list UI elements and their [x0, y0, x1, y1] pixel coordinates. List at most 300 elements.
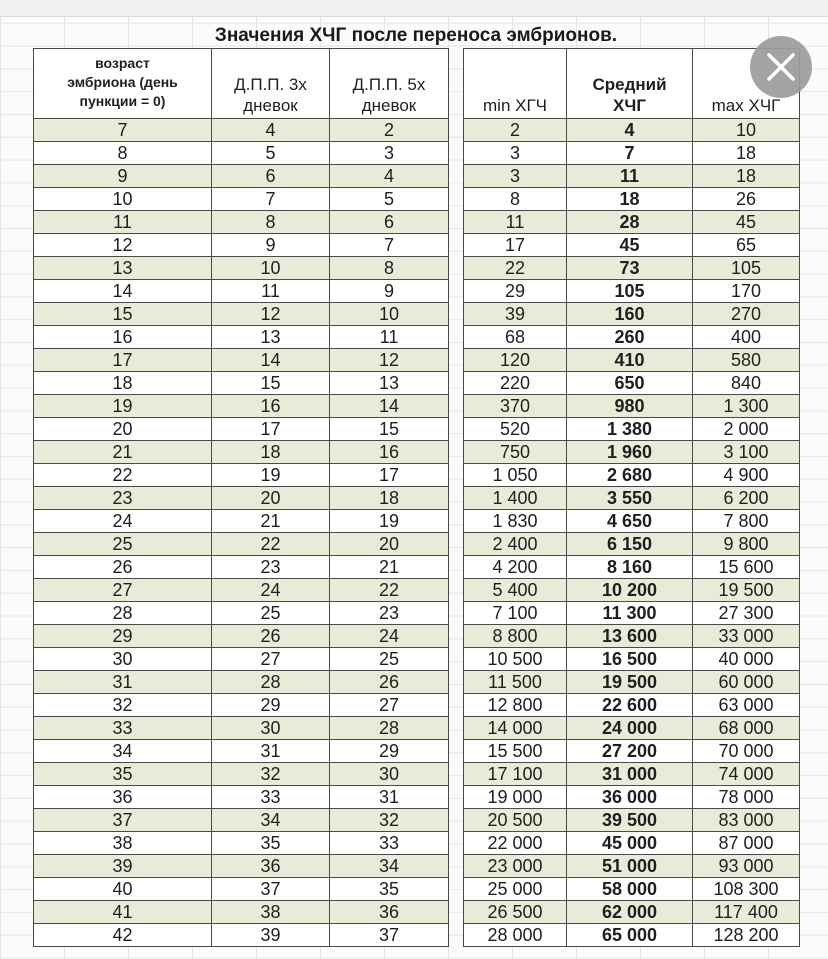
cell-avg-hcg: 260: [567, 326, 693, 349]
cell-dpp3: 4: [212, 119, 330, 142]
table-row: [34, 326, 449, 349]
cell-dpp5: 17: [330, 464, 449, 487]
cell-age: 19: [34, 395, 212, 418]
cell-age: 30: [34, 648, 212, 671]
cell-avg-hcg: 16 500: [567, 648, 693, 671]
cell-min-hcg: 1 830: [464, 510, 567, 533]
table-row: [464, 372, 800, 395]
cell-max-hcg: 74 000: [693, 763, 800, 786]
header-age-line3: пункции = 0): [79, 93, 166, 109]
table-row: [464, 119, 800, 142]
cell-dpp5: 8: [330, 257, 449, 280]
cell-dpp3: 33: [212, 786, 330, 809]
cell-min-hcg: 3: [464, 165, 567, 188]
cell-dpp5: 13: [330, 372, 449, 395]
table-row: [464, 878, 800, 901]
cell-min-hcg: 17: [464, 234, 567, 257]
cell-max-hcg: 70 000: [693, 740, 800, 763]
cell-avg-hcg: 980: [567, 395, 693, 418]
table-row: [464, 671, 800, 694]
cell-dpp3: 9: [212, 234, 330, 257]
table-row: [34, 464, 449, 487]
cell-max-hcg: 19 500: [693, 579, 800, 602]
cell-age: 24: [34, 510, 212, 533]
cell-max-hcg: 108 300: [693, 878, 800, 901]
cell-max-hcg: 105: [693, 257, 800, 280]
cell-min-hcg: 15 500: [464, 740, 567, 763]
cell-max-hcg: 9 800: [693, 533, 800, 556]
table-row: [464, 441, 800, 464]
cell-max-hcg: 6 200: [693, 487, 800, 510]
cell-age: 29: [34, 625, 212, 648]
table-row: [464, 349, 800, 372]
table-row: [464, 717, 800, 740]
cell-max-hcg: 1 300: [693, 395, 800, 418]
cell-avg-hcg: 10 200: [567, 579, 693, 602]
cell-max-hcg: 26: [693, 188, 800, 211]
cell-age: 25: [34, 533, 212, 556]
cell-max-hcg: 33 000: [693, 625, 800, 648]
cell-min-hcg: 12 800: [464, 694, 567, 717]
cell-avg-hcg: 27 200: [567, 740, 693, 763]
cell-min-hcg: 26 500: [464, 901, 567, 924]
cell-dpp3: 35: [212, 832, 330, 855]
cell-avg-hcg: 105: [567, 280, 693, 303]
header-min-hcg: [464, 49, 567, 119]
cell-dpp3: 34: [212, 809, 330, 832]
cell-age: 28: [34, 602, 212, 625]
cell-dpp3: 13: [212, 326, 330, 349]
cell-min-hcg: 20 500: [464, 809, 567, 832]
cell-min-hcg: 220: [464, 372, 567, 395]
cell-max-hcg: 18: [693, 165, 800, 188]
cell-age: 42: [34, 924, 212, 947]
table-row: [34, 809, 449, 832]
cell-dpp5: 10: [330, 303, 449, 326]
cell-max-hcg: 27 300: [693, 602, 800, 625]
table-row: [34, 602, 449, 625]
cell-dpp5: 16: [330, 441, 449, 464]
table-row: [34, 303, 449, 326]
hcg-values-table: [463, 48, 800, 947]
cell-max-hcg: 580: [693, 349, 800, 372]
cell-age: 16: [34, 326, 212, 349]
cell-dpp3: 32: [212, 763, 330, 786]
cell-age: 32: [34, 694, 212, 717]
cell-min-hcg: 28 000: [464, 924, 567, 947]
header-dpp3: [212, 49, 330, 119]
cell-avg-hcg: 62 000: [567, 901, 693, 924]
cell-dpp5: 26: [330, 671, 449, 694]
cell-dpp3: 16: [212, 395, 330, 418]
table-row: [464, 418, 800, 441]
embryo-age-table: [33, 48, 449, 947]
cell-age: 40: [34, 878, 212, 901]
cell-avg-hcg: 51 000: [567, 855, 693, 878]
cell-max-hcg: 4 900: [693, 464, 800, 487]
cell-dpp5: 33: [330, 832, 449, 855]
cell-dpp5: 18: [330, 487, 449, 510]
cell-min-hcg: 4 200: [464, 556, 567, 579]
cell-max-hcg: 128 200: [693, 924, 800, 947]
cell-min-hcg: 7 100: [464, 602, 567, 625]
header-avg-hcg: [567, 49, 693, 119]
cell-max-hcg: 40 000: [693, 648, 800, 671]
table-row: [34, 579, 449, 602]
cell-min-hcg: 11 500: [464, 671, 567, 694]
table-row: [464, 740, 800, 763]
cell-age: 17: [34, 349, 212, 372]
table-row: [464, 395, 800, 418]
cell-dpp3: 25: [212, 602, 330, 625]
cell-age: 33: [34, 717, 212, 740]
table-row: [34, 165, 449, 188]
cell-min-hcg: 2 400: [464, 533, 567, 556]
cell-dpp5: 3: [330, 142, 449, 165]
table-row: [464, 487, 800, 510]
cell-max-hcg: 10: [693, 119, 800, 142]
table-row: [34, 441, 449, 464]
header-min-label: min ХГЧ: [483, 96, 547, 115]
cell-max-hcg: 2 000: [693, 418, 800, 441]
cell-dpp5: 30: [330, 763, 449, 786]
table-row: [464, 188, 800, 211]
cell-age: 23: [34, 487, 212, 510]
cell-dpp3: 37: [212, 878, 330, 901]
cell-min-hcg: 750: [464, 441, 567, 464]
cell-avg-hcg: 650: [567, 372, 693, 395]
table-row: [464, 579, 800, 602]
cell-max-hcg: 68 000: [693, 717, 800, 740]
cell-dpp5: 20: [330, 533, 449, 556]
cell-max-hcg: 65: [693, 234, 800, 257]
cell-min-hcg: 22: [464, 257, 567, 280]
cell-dpp3: 7: [212, 188, 330, 211]
cell-dpp5: 31: [330, 786, 449, 809]
table-row: [464, 326, 800, 349]
table-row: [464, 510, 800, 533]
table-title: Значения ХЧГ после переноса эмбрионов.: [214, 25, 618, 46]
cell-min-hcg: 23 000: [464, 855, 567, 878]
header-embryo-age: [34, 49, 212, 119]
table-row: [34, 740, 449, 763]
cell-age: 7: [34, 119, 212, 142]
cell-dpp3: 18: [212, 441, 330, 464]
cell-avg-hcg: 65 000: [567, 924, 693, 947]
cell-dpp5: 28: [330, 717, 449, 740]
cell-max-hcg: 840: [693, 372, 800, 395]
close-icon: [766, 52, 796, 82]
cell-dpp5: 37: [330, 924, 449, 947]
cell-dpp5: 19: [330, 510, 449, 533]
table-row: [464, 464, 800, 487]
cell-min-hcg: 1 050: [464, 464, 567, 487]
cell-avg-hcg: 45: [567, 234, 693, 257]
cell-avg-hcg: 7: [567, 142, 693, 165]
cell-dpp3: 8: [212, 211, 330, 234]
cell-dpp5: 6: [330, 211, 449, 234]
cell-max-hcg: 170: [693, 280, 800, 303]
table-row: [34, 188, 449, 211]
cell-dpp3: 28: [212, 671, 330, 694]
table-row: [34, 510, 449, 533]
cell-dpp5: 9: [330, 280, 449, 303]
table-row: [34, 625, 449, 648]
cell-dpp3: 26: [212, 625, 330, 648]
cell-avg-hcg: 11: [567, 165, 693, 188]
cell-dpp5: 27: [330, 694, 449, 717]
cell-min-hcg: 19 000: [464, 786, 567, 809]
table-row: [34, 786, 449, 809]
header-dpp5-line1: Д.П.П. 5х: [352, 75, 426, 94]
cell-max-hcg: 270: [693, 303, 800, 326]
cell-dpp3: 23: [212, 556, 330, 579]
cell-max-hcg: 45: [693, 211, 800, 234]
cell-age: 39: [34, 855, 212, 878]
cell-dpp5: 34: [330, 855, 449, 878]
cell-dpp5: 25: [330, 648, 449, 671]
cell-age: 41: [34, 901, 212, 924]
table-row: [464, 533, 800, 556]
table-row: [464, 763, 800, 786]
cell-min-hcg: 1 400: [464, 487, 567, 510]
header-dpp3-line1: Д.П.П. 3х: [234, 75, 307, 94]
table-row: [34, 763, 449, 786]
cell-dpp3: 14: [212, 349, 330, 372]
table-row: [464, 855, 800, 878]
header-dpp5-line2: дневок: [361, 96, 417, 115]
table-row: [464, 602, 800, 625]
cell-dpp5: 29: [330, 740, 449, 763]
cell-min-hcg: 5 400: [464, 579, 567, 602]
table-row: [34, 832, 449, 855]
cell-age: 15: [34, 303, 212, 326]
header-age-line1: возраст: [95, 55, 150, 71]
table-row: [464, 257, 800, 280]
table-row: [34, 487, 449, 510]
cell-avg-hcg: 18: [567, 188, 693, 211]
table-row: [464, 901, 800, 924]
cell-dpp5: 24: [330, 625, 449, 648]
cell-avg-hcg: 28: [567, 211, 693, 234]
cell-min-hcg: 520: [464, 418, 567, 441]
cell-avg-hcg: 160: [567, 303, 693, 326]
cell-min-hcg: 17 100: [464, 763, 567, 786]
cell-dpp5: 32: [330, 809, 449, 832]
table-row: [34, 556, 449, 579]
cell-avg-hcg: 24 000: [567, 717, 693, 740]
table-row: [34, 257, 449, 280]
table-row: [464, 165, 800, 188]
cell-age: 9: [34, 165, 212, 188]
cell-dpp3: 19: [212, 464, 330, 487]
cell-dpp3: 30: [212, 717, 330, 740]
cell-age: 22: [34, 464, 212, 487]
close-button[interactable]: [750, 36, 812, 98]
cell-dpp3: 27: [212, 648, 330, 671]
cell-avg-hcg: 1 960: [567, 441, 693, 464]
cell-min-hcg: 10 500: [464, 648, 567, 671]
cell-dpp5: 5: [330, 188, 449, 211]
table-row: [34, 901, 449, 924]
table-row: [34, 648, 449, 671]
header-avg-line2: ХЧГ: [613, 96, 646, 115]
cell-dpp5: 2: [330, 119, 449, 142]
cell-max-hcg: 400: [693, 326, 800, 349]
cell-dpp5: 36: [330, 901, 449, 924]
table-row: [464, 303, 800, 326]
table-row: [464, 786, 800, 809]
cell-max-hcg: 87 000: [693, 832, 800, 855]
cell-min-hcg: 14 000: [464, 717, 567, 740]
cell-min-hcg: 8: [464, 188, 567, 211]
header-max-label: max ХЧГ: [711, 96, 781, 115]
cell-dpp3: 24: [212, 579, 330, 602]
cell-avg-hcg: 3 550: [567, 487, 693, 510]
cell-min-hcg: 68: [464, 326, 567, 349]
table-row: [464, 625, 800, 648]
cell-min-hcg: 2: [464, 119, 567, 142]
cell-avg-hcg: 8 160: [567, 556, 693, 579]
cell-dpp3: 38: [212, 901, 330, 924]
cell-dpp5: 35: [330, 878, 449, 901]
cell-avg-hcg: 11 300: [567, 602, 693, 625]
table-row: [34, 142, 449, 165]
header-dpp3-line2: дневок: [243, 96, 298, 115]
table-row: [464, 832, 800, 855]
table-row: [34, 211, 449, 234]
table-row: [464, 648, 800, 671]
table-row: [34, 280, 449, 303]
cell-max-hcg: 117 400: [693, 901, 800, 924]
cell-avg-hcg: 4: [567, 119, 693, 142]
cell-max-hcg: 63 000: [693, 694, 800, 717]
cell-avg-hcg: 13 600: [567, 625, 693, 648]
table-row: [34, 924, 449, 947]
cell-dpp3: 22: [212, 533, 330, 556]
table-row: [464, 211, 800, 234]
cell-dpp3: 29: [212, 694, 330, 717]
table-row: [34, 349, 449, 372]
cell-dpp3: 36: [212, 855, 330, 878]
cell-dpp3: 15: [212, 372, 330, 395]
cell-max-hcg: 78 000: [693, 786, 800, 809]
cell-dpp3: 17: [212, 418, 330, 441]
cell-dpp5: 23: [330, 602, 449, 625]
cell-max-hcg: 83 000: [693, 809, 800, 832]
table-row: [34, 671, 449, 694]
cell-age: 14: [34, 280, 212, 303]
cell-dpp5: 4: [330, 165, 449, 188]
cell-max-hcg: 7 800: [693, 510, 800, 533]
table-row: [34, 878, 449, 901]
cell-avg-hcg: 45 000: [567, 832, 693, 855]
cell-avg-hcg: 2 680: [567, 464, 693, 487]
cell-min-hcg: 120: [464, 349, 567, 372]
cell-avg-hcg: 31 000: [567, 763, 693, 786]
cell-age: 31: [34, 671, 212, 694]
cell-min-hcg: 22 000: [464, 832, 567, 855]
cell-avg-hcg: 410: [567, 349, 693, 372]
cell-dpp3: 12: [212, 303, 330, 326]
cell-age: 18: [34, 372, 212, 395]
cell-max-hcg: 3 100: [693, 441, 800, 464]
cell-max-hcg: 60 000: [693, 671, 800, 694]
table-row: [34, 533, 449, 556]
table-row: [34, 372, 449, 395]
cell-avg-hcg: 36 000: [567, 786, 693, 809]
cell-dpp3: 5: [212, 142, 330, 165]
cell-avg-hcg: 39 500: [567, 809, 693, 832]
cell-age: 36: [34, 786, 212, 809]
cell-dpp5: 22: [330, 579, 449, 602]
cell-min-hcg: 11: [464, 211, 567, 234]
top-bar: [0, 0, 828, 17]
cell-min-hcg: 25 000: [464, 878, 567, 901]
cell-min-hcg: 39: [464, 303, 567, 326]
table-row: [464, 280, 800, 303]
cell-min-hcg: 3: [464, 142, 567, 165]
table-row: [34, 119, 449, 142]
cell-avg-hcg: 1 380: [567, 418, 693, 441]
cell-age: 37: [34, 809, 212, 832]
table-row: [34, 694, 449, 717]
table-row: [464, 694, 800, 717]
cell-avg-hcg: 6 150: [567, 533, 693, 556]
cell-age: 8: [34, 142, 212, 165]
header-dpp5: [330, 49, 449, 119]
cell-age: 38: [34, 832, 212, 855]
cell-age: 34: [34, 740, 212, 763]
table-row: [34, 234, 449, 257]
table-row: [464, 142, 800, 165]
table-row: [34, 717, 449, 740]
cell-max-hcg: 15 600: [693, 556, 800, 579]
table-row: [464, 809, 800, 832]
cell-dpp3: 11: [212, 280, 330, 303]
cell-dpp3: 31: [212, 740, 330, 763]
table-row: [464, 924, 800, 947]
cell-age: 12: [34, 234, 212, 257]
cell-age: 20: [34, 418, 212, 441]
cell-avg-hcg: 19 500: [567, 671, 693, 694]
cell-avg-hcg: 73: [567, 257, 693, 280]
cell-age: 27: [34, 579, 212, 602]
cell-age: 10: [34, 188, 212, 211]
cell-dpp5: 11: [330, 326, 449, 349]
cell-max-hcg: 18: [693, 142, 800, 165]
cell-age: 13: [34, 257, 212, 280]
cell-avg-hcg: 22 600: [567, 694, 693, 717]
cell-min-hcg: 29: [464, 280, 567, 303]
table-row: [464, 234, 800, 257]
cell-avg-hcg: 4 650: [567, 510, 693, 533]
table-row: [34, 418, 449, 441]
cell-age: 21: [34, 441, 212, 464]
cell-dpp5: 14: [330, 395, 449, 418]
table-row: [464, 556, 800, 579]
cell-dpp3: 21: [212, 510, 330, 533]
cell-dpp3: 6: [212, 165, 330, 188]
cell-dpp5: 12: [330, 349, 449, 372]
cell-min-hcg: 8 800: [464, 625, 567, 648]
cell-avg-hcg: 58 000: [567, 878, 693, 901]
cell-dpp3: 10: [212, 257, 330, 280]
table-row: [34, 395, 449, 418]
cell-age: 11: [34, 211, 212, 234]
header-avg-line1: Средний: [592, 75, 667, 94]
table-row: [34, 855, 449, 878]
